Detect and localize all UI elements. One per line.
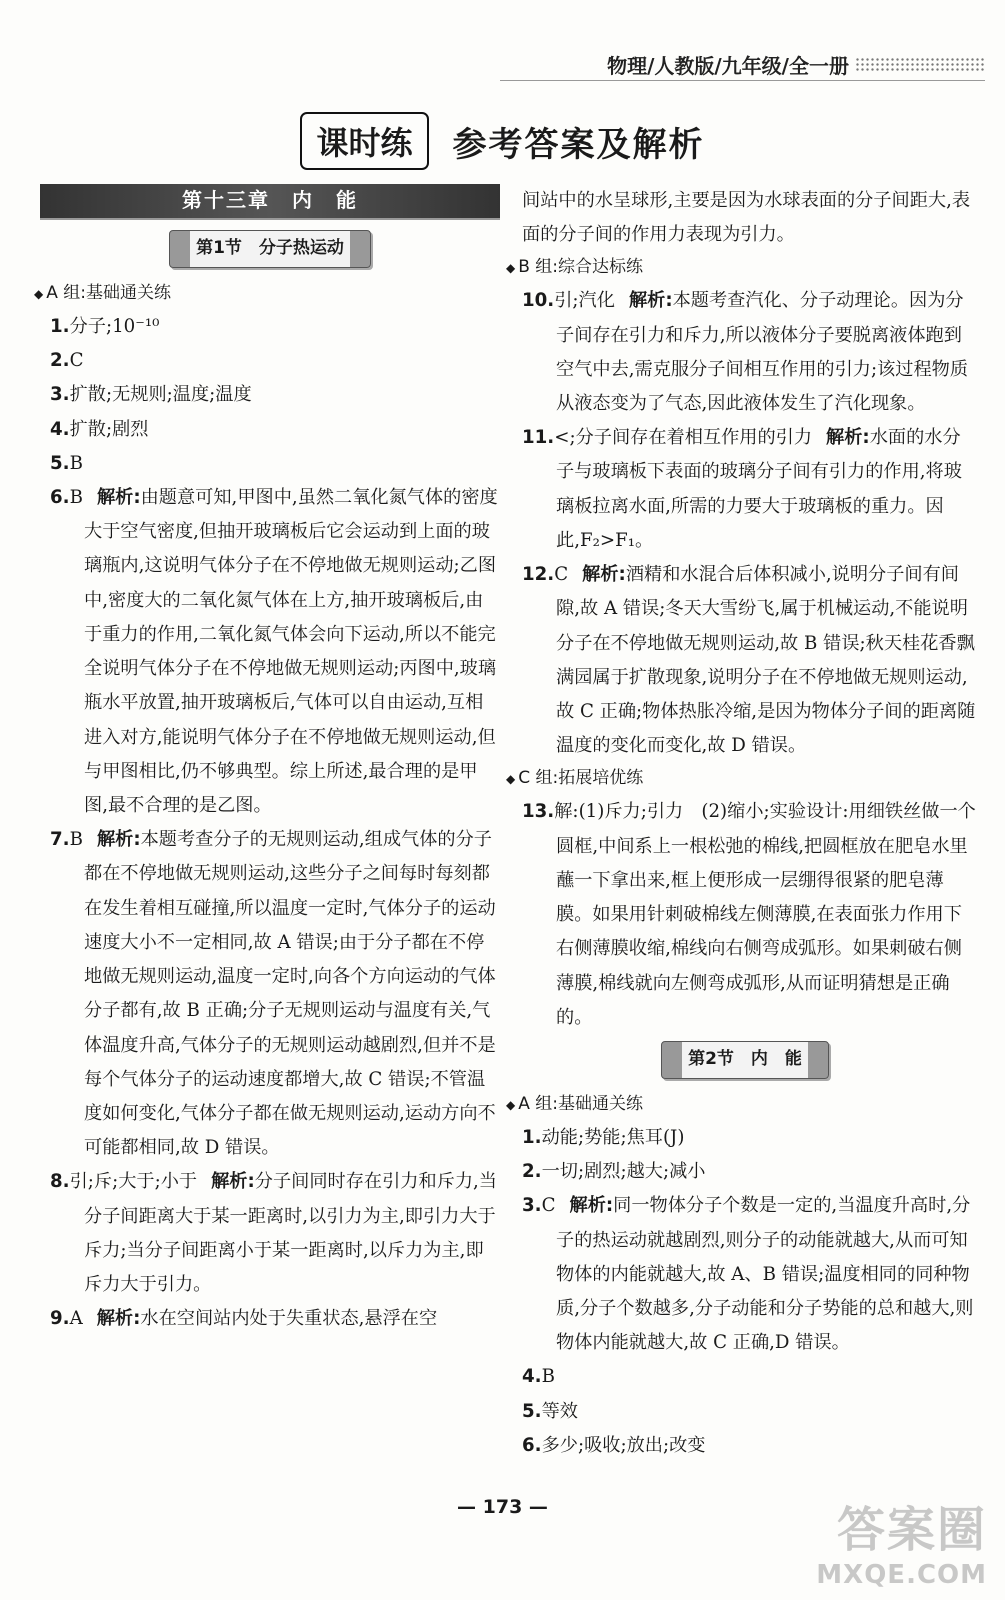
page-number: — 173 — bbox=[457, 1496, 548, 1518]
answer-item bbox=[40, 1165, 500, 1302]
right-column bbox=[512, 184, 978, 1463]
right-answer-list-b bbox=[512, 1089, 978, 1463]
analysis-label: 解析: bbox=[569, 1195, 614, 1217]
answer-item bbox=[40, 310, 500, 344]
item-number: 4. bbox=[50, 418, 70, 440]
item-text: 动能;势能;焦耳(J) bbox=[541, 1126, 685, 1148]
analysis-label: 解析: bbox=[582, 564, 626, 586]
page-title bbox=[0, 112, 1005, 170]
item-number: 3. bbox=[50, 384, 70, 406]
answer-item bbox=[40, 823, 500, 1165]
continued-text: 间站中的水呈球形,主要是因为水球表面的分子间距大,表面的分子间的作用力表现为引力。 bbox=[522, 190, 971, 246]
item-answer: 解: bbox=[554, 801, 579, 823]
group-heading: ◆ B 组:综合达标练 bbox=[506, 252, 978, 284]
answer-item bbox=[40, 1302, 500, 1336]
analysis-label: 解析: bbox=[96, 1308, 141, 1330]
item-text: 分子;10⁻¹⁰ bbox=[69, 315, 160, 337]
item-text: B bbox=[541, 1366, 555, 1388]
analysis-label: 解析: bbox=[96, 487, 141, 508]
item-answer: A bbox=[69, 1308, 83, 1330]
item-text: 一切;剧烈;越大;减小 bbox=[541, 1161, 706, 1183]
item-answer: B bbox=[69, 487, 83, 508]
item-text: 多少;吸收;放出;改变 bbox=[541, 1434, 706, 1456]
item-number: 7. bbox=[50, 829, 70, 851]
item-number: 8. bbox=[50, 1171, 70, 1193]
item-number: 1. bbox=[50, 315, 70, 337]
section-tab-1 bbox=[40, 230, 500, 268]
answer-item bbox=[40, 344, 500, 378]
answer-item bbox=[40, 447, 500, 481]
item-answer: 引;斥;大于;小于 bbox=[69, 1171, 198, 1193]
answer-item bbox=[512, 421, 978, 558]
item-number: 11. bbox=[522, 427, 555, 449]
item-number: 10. bbox=[522, 290, 555, 312]
item-number: 4. bbox=[522, 1366, 542, 1388]
item-number: 12. bbox=[522, 564, 555, 586]
analysis-label: 解析: bbox=[826, 427, 870, 449]
section-tab-1-label: 第1节 分子热运动 bbox=[169, 230, 371, 268]
item-number: 5. bbox=[522, 1400, 542, 1422]
analysis-label: 解析: bbox=[211, 1171, 255, 1193]
item-text: (1)斥力;引力 (2)缩小;实验设计:用细铁丝做一个圆框,中间系上一根松弛的棉线,把圆框放在肥皂水里蘸一下拿出来,框上便形成一层绷得很紧的肥皂薄膜。如果用针刺破棉线左侧薄膜,在表面张力作用下右侧薄膜收缩,棉线向右侧弯成弧形。如果刺破右侧薄膜,棉线就向左侧弯成弧形,从而证明猜想是正确的。 bbox=[556, 801, 976, 1028]
left-column bbox=[40, 184, 500, 1336]
group-heading: ◆ A 组:基础通关练 bbox=[506, 1089, 978, 1121]
answer-item bbox=[512, 1395, 978, 1429]
watermark-logo bbox=[816, 1491, 987, 1590]
answer-item bbox=[512, 284, 978, 421]
answer-item bbox=[512, 1429, 978, 1463]
right-answer-list-a bbox=[512, 184, 978, 1035]
item-number: 6. bbox=[522, 1434, 542, 1456]
answer-item bbox=[40, 378, 500, 412]
item-text: 扩散;剧烈 bbox=[69, 418, 149, 440]
answer-item bbox=[512, 1155, 978, 1189]
item-text: 本题考查汽化、分子动理论。因为分子间存在引力和斥力,所以液体分子要脱离液体跑到空气中去,需克服分子间相互作用的引力;该过程物质从液态变为了气态,因此液体发生了汽化现象。 bbox=[556, 290, 969, 415]
answer-item bbox=[40, 413, 500, 447]
title-box: 课时练 bbox=[300, 112, 428, 170]
item-text: 本题考查分子的无规则运动,组成气体的分子都在不停地做无规则运动,这些分子之间每时每刻都在发生着相互碰撞,所以温度一定时,气体分子的运动速度大小不一定相同,故 A 错误;由于分子都在不停地做无规则运动,温度一定时,向各个方向运动的气体分子都有,故 B 正确;分子无规则运动与温度有关,气体温度升高,气体分子的无规则运动越剧烈,但并不是每个气体分子的运动速度都增大,故 C 错误;不管温度如何变化,气体分子都在做无规则运动,运动方向不可能都相同,故 D 错误。 bbox=[84, 829, 496, 1159]
item-number: 3. bbox=[522, 1195, 542, 1217]
item-text: 由题意可知,甲图中,虽然二氧化氮气体的密度大于空气密度,但抽开玻璃板后它会运动到上面的玻璃瓶内,这说明气体分子在不停地做无规则运动;乙图中,密度大的二氧化氮气体在上方,抽开玻璃板后,由于重力的作用,二氧化氮气体会向下运动,所以不能完全说明气体分子在不停地做无规则运动;丙图中,玻璃瓶水平放置,抽开玻璃板后,气体可以自由运动,互相进入对方,能说明气体分子在不停地做无规则运动,但与甲图相比,仍不够典型。综上所述,最合理的是甲图,最不合理的是乙图。 bbox=[84, 487, 498, 816]
section-tab-2-label: 第2节 内 能 bbox=[661, 1041, 829, 1079]
running-header bbox=[607, 50, 985, 79]
analysis-label: 解析: bbox=[96, 829, 141, 851]
analysis-label: 解析: bbox=[628, 290, 673, 312]
header-rule bbox=[500, 80, 985, 81]
item-number: 1. bbox=[522, 1126, 542, 1148]
item-number: 6. bbox=[50, 487, 70, 508]
answer-item bbox=[512, 558, 978, 763]
item-number: 13. bbox=[522, 801, 555, 823]
title-main: 参考答案及解析 bbox=[452, 124, 705, 165]
item-answer: B bbox=[69, 829, 83, 851]
group-heading: ◆ C 组:拓展培优练 bbox=[506, 763, 978, 795]
item-text: 水在空间站内处于失重状态,悬浮在空 bbox=[140, 1308, 438, 1330]
item-answer: 引;汽化 bbox=[554, 290, 615, 312]
header-subject: 物理/人教版/九年级/全一册 bbox=[607, 54, 849, 78]
header-dots-decoration bbox=[855, 57, 985, 73]
answer-item bbox=[40, 481, 500, 823]
section-tab-2 bbox=[512, 1041, 978, 1079]
item-text: 扩散;无规则;温度;温度 bbox=[69, 384, 252, 406]
item-number: 9. bbox=[50, 1308, 70, 1330]
answer-item bbox=[512, 795, 978, 1035]
item-text: 水面的水分子与玻璃板下表面的玻璃分子间有引力的作用,将玻璃板拉离水面,所需的力要大于玻璃板的重力。因此,F₂>F₁。 bbox=[556, 427, 962, 551]
item-text: 等效 bbox=[541, 1400, 578, 1422]
chapter-heading: 第十三章 内 能 bbox=[40, 184, 500, 218]
answer-item bbox=[512, 1189, 978, 1360]
item-text: C bbox=[69, 350, 84, 372]
answer-item bbox=[512, 1360, 978, 1394]
item-answer: <;分子间存在着相互作用的引力 bbox=[554, 427, 813, 449]
answer-item bbox=[512, 1121, 978, 1155]
item-number: 5. bbox=[50, 452, 70, 474]
item-text: 同一物体分子个数是一定的,当温度升高时,分子的热运动就越剧烈,则分子的动能就越大,从而可知物体的内能就越大,故 A、B 错误;温度相同的同种物质,分子个数越多,分子动能和分子势能的总和越大,则物体内能就越大,故 C 正确,D 错误。 bbox=[556, 1195, 974, 1354]
item-text: 分子间同时存在引力和斥力,当分子间距离大于某一距离时,以引力为主,即引力大于斥力;当分子间距离小于某一距离时,以斥力为主,即斥力大于引力。 bbox=[84, 1171, 497, 1296]
item-answer: C bbox=[541, 1195, 556, 1217]
item-number: 2. bbox=[50, 350, 70, 372]
item-number: 2. bbox=[522, 1161, 542, 1183]
item-text: B bbox=[69, 452, 83, 474]
group-heading: ◆ A 组:基础通关练 bbox=[34, 278, 500, 310]
watermark-line2: MXQE.COM bbox=[816, 1560, 987, 1590]
left-answer-list bbox=[40, 278, 500, 1337]
watermark-line1: 答案圈 bbox=[836, 1502, 987, 1558]
item-text: 酒精和水混合后体积减小,说明分子间有间隙,故 A 错误;冬天大雪纷飞,属于机械运动,不能说明分子在不停地做无规则运动,故 B 错误;秋天桂花香飘满园属于扩散现象,说明分子在不停地做无规则运动,故 C 正确;物体热胀冷缩,是因为物体分子间的距离随温度的变化而变化,故 D 错误。 bbox=[556, 564, 976, 757]
item-answer: C bbox=[554, 564, 569, 586]
